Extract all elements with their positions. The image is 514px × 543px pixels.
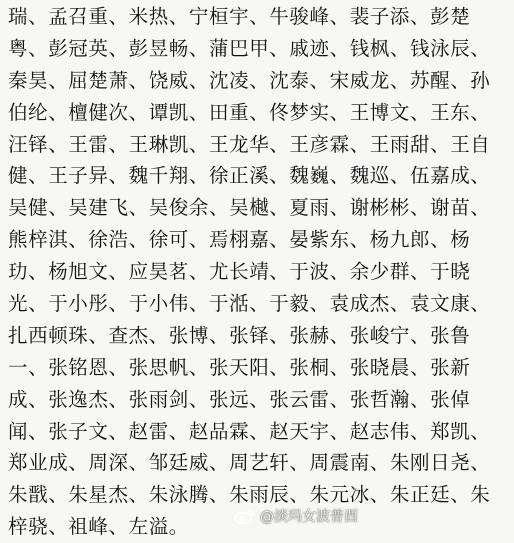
text-line: 汪铎、王雷、王琳凯、王龙华、王彦霖、王雨甜、王自 xyxy=(8,132,491,156)
text-line: 瑞、孟召重、米热、宁桓宇、牛骏峰、裴子添、彭楚 xyxy=(8,5,471,28)
text-line: 梓骁、祖峰、左溢。 xyxy=(8,515,189,539)
watermark-text: @淡玛女波普酉 xyxy=(260,509,358,525)
text-line: 熊梓淇、徐浩、徐可、焉栩嘉、晏紫东、杨九郎、杨 xyxy=(8,228,471,252)
text-line: 吴健、吴建飞、吴俊余、吴樾、夏雨、谢彬彬、谢苗、 xyxy=(8,196,491,220)
text-line: 闻、张子文、赵雷、赵品霖、赵天宇、赵志伟、郑凯、 xyxy=(8,419,491,443)
weibo-watermark xyxy=(234,506,358,526)
text-line: 玏、杨旭文、应昊茗、尤长靖、于波、余少群、于晓 xyxy=(8,260,471,284)
text-line: 一、张铭恩、张思帆、张天阳、张桐、张晓晨、张新 xyxy=(8,355,471,379)
weibo-icon xyxy=(234,508,256,524)
text-line: 扎西顿珠、查杰、张博、张铎、张赫、张峻宁、张鲁 xyxy=(8,323,471,347)
text-line: 光、于小彤、于小伟、于湉、于毅、袁成杰、袁文康、 xyxy=(8,292,491,316)
text-line: 伯纶、檀健次、谭凯、田重、佟梦实、王博文、王东、 xyxy=(8,100,491,124)
text-line: 秦昊、屈楚萧、饶威、沈凌、沈泰、宋威龙、苏醒、孙 xyxy=(8,68,491,92)
text-line: 健、王子异、魏千翔、徐正溪、魏巍、魏巡、伍嘉成、 xyxy=(8,164,491,188)
text-line: 成、张逸杰、张雨剑、张远、张云雷、张哲瀚、张倬 xyxy=(8,387,471,411)
text-line: 朱戬、朱星杰、朱泳腾、朱雨辰、朱元冰、朱正廷、朱 xyxy=(8,483,491,507)
text-line: 郑业成、周深、邹廷威、周艺轩、周震南、朱刚日尧、 xyxy=(8,451,491,475)
text-line: 粤、彭冠英、彭昱畅、蒲巴甲、戚迹、钱枫、钱泳辰、 xyxy=(8,36,491,60)
